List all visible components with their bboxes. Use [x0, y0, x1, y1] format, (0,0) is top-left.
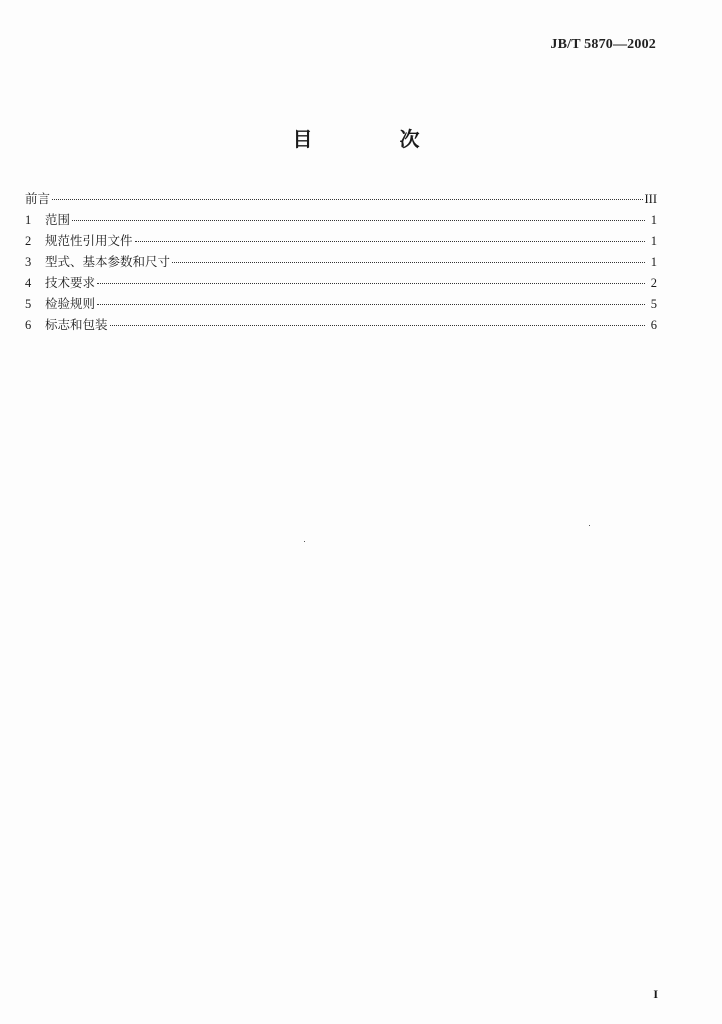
- dot-leader: [97, 283, 645, 284]
- toc-entry-foreword[interactable]: [25, 188, 657, 209]
- toc-entry-number: 3: [25, 255, 32, 269]
- toc-entry-label: 范围: [45, 212, 71, 227]
- dot-leader: [97, 304, 645, 305]
- toc-entry-page: 1: [650, 255, 657, 269]
- toc-entry-label: 规范性引用文件: [45, 233, 133, 248]
- toc-entry-scope[interactable]: [25, 209, 657, 230]
- dot-leader: [52, 199, 642, 200]
- dot-leader: [135, 241, 645, 242]
- table-of-contents: [25, 188, 657, 335]
- scan-speck: [304, 541, 305, 542]
- toc-entry-types-parameters[interactable]: [25, 251, 657, 272]
- dot-leader: [72, 220, 645, 221]
- toc-entry-label: 技术要求: [45, 275, 96, 290]
- scan-speck: [589, 525, 590, 526]
- toc-entry-normative-references[interactable]: [25, 230, 657, 251]
- toc-entry-number: 2: [25, 234, 32, 248]
- toc-entry-page: 5: [650, 297, 657, 311]
- toc-entry-page: III: [644, 192, 657, 206]
- toc-entry-label: 前言: [25, 191, 51, 206]
- toc-entry-label: 型式、基本参数和尺寸: [45, 254, 171, 269]
- toc-entry-technical-requirements[interactable]: [25, 272, 657, 293]
- toc-entry-page: 1: [650, 213, 657, 227]
- toc-entry-number: 4: [25, 276, 32, 290]
- toc-entry-page: 2: [650, 276, 657, 290]
- toc-entry-page: 6: [650, 318, 657, 332]
- dot-leader: [172, 262, 645, 263]
- dot-leader: [110, 325, 645, 326]
- toc-entry-marking-packaging[interactable]: [25, 314, 657, 335]
- toc-entry-label: 标志和包装: [45, 317, 108, 332]
- toc-entry-inspection-rules[interactable]: [25, 293, 657, 314]
- page-folio: I: [653, 987, 658, 1001]
- toc-entry-label: 检验规则: [45, 296, 96, 311]
- standard-number: JB/T 5870—2002: [550, 37, 656, 52]
- toc-title: 目 次: [292, 127, 460, 151]
- toc-entry-page: 1: [650, 234, 657, 248]
- toc-entry-number: 5: [25, 297, 32, 311]
- toc-entry-number: 6: [25, 318, 32, 332]
- toc-entry-number: 1: [25, 213, 32, 227]
